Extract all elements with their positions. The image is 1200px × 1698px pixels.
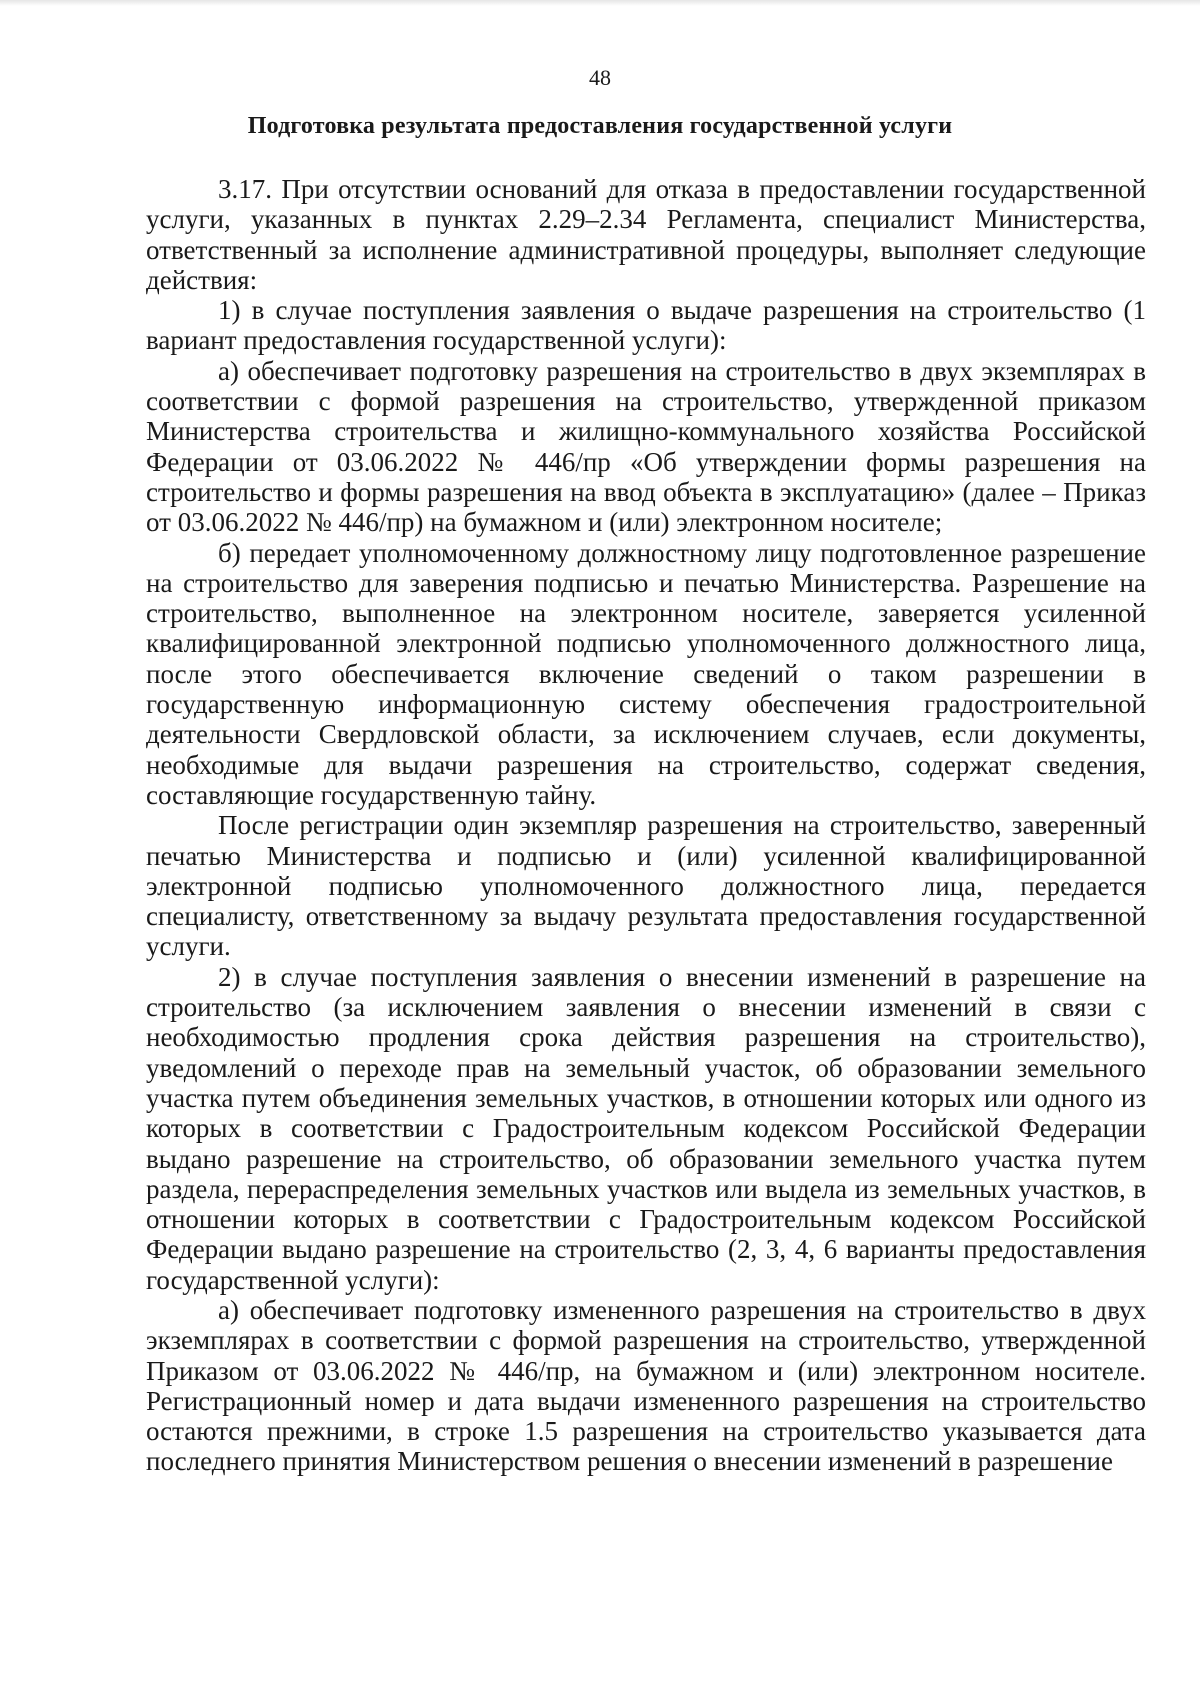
paragraph: а) обеспечивает подготовку измененного разрешения на строительство в двух экземплярах в соответствии с формой разрешения на строительство, утвержденной Приказом от 03.06.2022 № 446/пр, на бумажном и (или) электронном носителе. Регистрационный номер и дата выдачи измененного разрешения на строительство остаются прежними, в строке 1.5 разрешения на строительство указывается дата последнего принятия Министерством решения о внесении изменений в разрешение	[146, 1294, 1146, 1477]
paragraph: 2) в случае поступления заявления о внесении изменений в разрешение на строительство (за исключением заявления о внесении изменений в связи с необходимостью продления срока действия разрешения на строительство), уведомлений о переходе прав на земельный участок, об образовании земельного участка путем объединения земельных участков, в отношении которых или одного из которых в соответствии с Градостроительным кодексом Российской Федерации выдано разрешение на строительство, об образовании земельного участка путем раздела, перераспределения земельных участков или выдела из земельных участков, в отношении которых в соответствии с Градостроительным кодексом Российской Федерации выдано разрешение на строительство (2, 3, 4, 6 варианты предоставления государственной услуги):	[146, 961, 1146, 1295]
paragraph: б) передает уполномоченному должностному лицу подготовленное разрешение на строительство для заверения подписью и печатью Министерства. Разрешение на строительство, выполненное на электронном носителе, заверяется усиленной квалифицированной электронной подписью уполномоченного должностного лица, после этого обеспечивается включение сведений о таком разрешении в государственную информационную систему обеспечения градостроительной деятельности Свердловской области, за исключением случаев, если документы, необходимые для выдачи разрешения на строительство, содержат сведения, составляющие государственную тайну.	[146, 537, 1146, 810]
scan-edge	[0, 0, 1200, 6]
paragraph: 3.17. При отсутствии оснований для отказа в предоставлении государственной услуги, указанных в пунктах 2.29–2.34 Регламента, специалист Министерства, ответственный за исполнение административной процедуры, выполняет следующие действия:	[146, 174, 1146, 295]
paragraph: После регистрации один экземпляр разрешения на строительство, заверенный печатью Министерства и подписью и (или) усиленной квалифицированной электронной подписью уполномоченного должностного лица, передается специалисту, ответственному за выдачу результата предоставления государственной услуги.	[146, 810, 1146, 962]
document-body	[146, 174, 1146, 1477]
page-number: 48	[589, 65, 611, 90]
paragraph: а) обеспечивает подготовку разрешения на строительство в двух экземплярах в соответствии с формой разрешения на строительство, утвержденной приказом Министерства строительства и жилищно-коммунального хозяйства Российской Федерации от 03.06.2022 № 446/пр «Об утверждении формы разрешения на строительство и формы разрешения на ввод объекта в эксплуатацию» (далее – Приказ от 03.06.2022 № 446/пр) на бумажном и (или) электронном носителе;	[146, 355, 1146, 538]
section-heading: Подготовка результата предоставления государственной услуги	[247, 113, 953, 139]
paragraph: 1) в случае поступления заявления о выдаче разрешения на строительство (1 вариант предоставления государственной услуги):	[146, 295, 1146, 356]
